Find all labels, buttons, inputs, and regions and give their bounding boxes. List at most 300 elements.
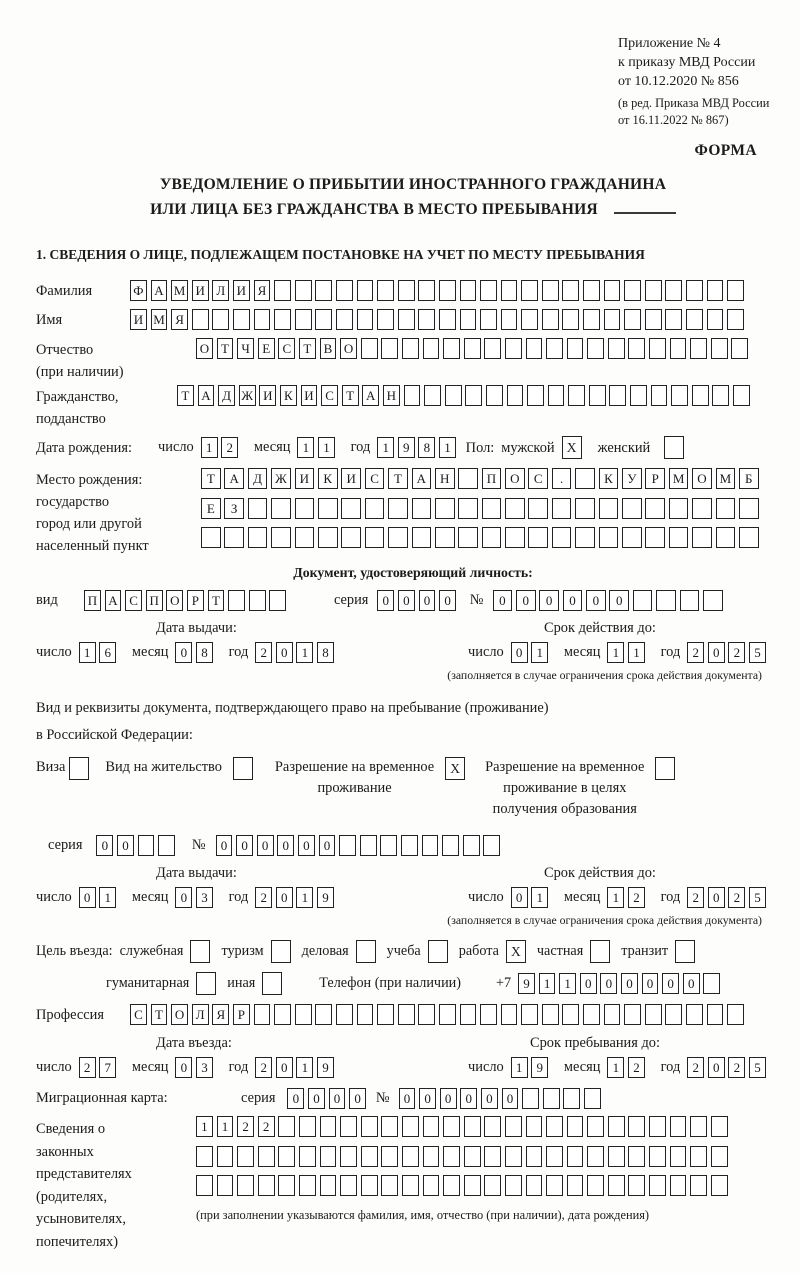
char-box[interactable] (196, 1146, 213, 1167)
char-box[interactable]: 0 (419, 590, 436, 611)
entry-month[interactable] (175, 1057, 216, 1078)
char-box[interactable]: 0 (662, 973, 679, 994)
char-box[interactable] (295, 1004, 312, 1025)
patronymic-input[interactable] (196, 338, 752, 359)
char-box[interactable] (192, 309, 209, 330)
char-box[interactable] (567, 1175, 584, 1196)
char-box[interactable] (575, 527, 595, 548)
char-box[interactable] (233, 309, 250, 330)
char-box[interactable] (361, 1146, 378, 1167)
char-box[interactable]: 2 (687, 1057, 704, 1078)
char-box[interactable] (599, 498, 619, 519)
char-box[interactable] (422, 835, 439, 856)
char-box[interactable] (624, 309, 641, 330)
char-box[interactable] (320, 1116, 337, 1137)
char-box[interactable] (690, 338, 707, 359)
char-box[interactable] (716, 527, 736, 548)
char-box[interactable] (278, 1175, 295, 1196)
char-box[interactable] (707, 280, 724, 301)
char-box[interactable] (381, 1146, 398, 1167)
temp-residence-checkbox[interactable]: X (445, 757, 465, 780)
birth-month-input[interactable] (297, 437, 338, 458)
char-box[interactable] (501, 280, 518, 301)
char-box[interactable] (402, 1146, 419, 1167)
char-box[interactable] (628, 1175, 645, 1196)
char-box[interactable] (365, 527, 385, 548)
char-box[interactable]: 1 (201, 437, 218, 458)
char-box[interactable] (439, 1004, 456, 1025)
char-box[interactable] (465, 385, 482, 406)
char-box[interactable]: 0 (329, 1088, 346, 1109)
char-box[interactable]: О (166, 590, 183, 611)
birth-place-input-row2[interactable] (201, 498, 762, 519)
char-box[interactable]: Ж (271, 468, 291, 489)
char-box[interactable]: М (171, 280, 188, 301)
char-box[interactable]: 0 (440, 1088, 457, 1109)
char-box[interactable] (423, 338, 440, 359)
char-box[interactable] (480, 1004, 497, 1025)
char-box[interactable] (505, 1175, 522, 1196)
char-box[interactable] (138, 835, 155, 856)
char-box[interactable] (669, 498, 689, 519)
char-box[interactable]: 2 (687, 887, 704, 908)
char-box[interactable] (248, 527, 268, 548)
char-box[interactable] (690, 1146, 707, 1167)
char-box[interactable] (583, 309, 600, 330)
char-box[interactable]: 0 (580, 973, 597, 994)
char-box[interactable]: 2 (255, 642, 272, 663)
char-box[interactable]: 2 (728, 887, 745, 908)
char-box[interactable] (361, 1116, 378, 1137)
char-box[interactable] (365, 498, 385, 519)
stay-doc-issue-year[interactable] (255, 887, 337, 908)
char-box[interactable]: 3 (196, 1057, 213, 1078)
char-box[interactable]: 1 (607, 642, 624, 663)
char-box[interactable]: 1 (296, 642, 313, 663)
char-box[interactable] (439, 280, 456, 301)
char-box[interactable] (357, 309, 374, 330)
char-box[interactable] (522, 1088, 539, 1109)
char-box[interactable]: 1 (439, 437, 456, 458)
char-box[interactable]: 0 (563, 590, 583, 611)
char-box[interactable] (690, 1175, 707, 1196)
char-box[interactable]: 1 (296, 887, 313, 908)
char-box[interactable]: П (146, 590, 163, 611)
char-box[interactable] (315, 309, 332, 330)
char-box[interactable] (501, 309, 518, 330)
char-box[interactable] (604, 280, 621, 301)
char-box[interactable]: 0 (708, 642, 725, 663)
purpose-tourism-checkbox[interactable] (271, 940, 291, 963)
char-box[interactable]: Н (435, 468, 455, 489)
char-box[interactable]: П (482, 468, 502, 489)
char-box[interactable]: А (151, 280, 168, 301)
char-box[interactable] (528, 498, 548, 519)
char-box[interactable] (418, 1004, 435, 1025)
char-box[interactable]: Т (201, 468, 221, 489)
char-box[interactable]: 0 (79, 887, 96, 908)
char-box[interactable] (526, 1146, 543, 1167)
char-box[interactable] (711, 338, 728, 359)
char-box[interactable]: 0 (96, 835, 113, 856)
char-box[interactable] (237, 1175, 254, 1196)
char-box[interactable] (377, 280, 394, 301)
stay-year[interactable] (687, 1057, 769, 1078)
char-box[interactable]: 2 (79, 1057, 96, 1078)
char-box[interactable] (486, 385, 503, 406)
char-box[interactable] (630, 385, 647, 406)
char-box[interactable] (628, 338, 645, 359)
char-box[interactable] (269, 590, 286, 611)
char-box[interactable]: 0 (460, 1088, 477, 1109)
char-box[interactable] (217, 1175, 234, 1196)
char-box[interactable] (624, 1004, 641, 1025)
char-box[interactable] (548, 385, 565, 406)
char-box[interactable] (318, 498, 338, 519)
char-box[interactable] (692, 498, 712, 519)
char-box[interactable] (254, 309, 271, 330)
identity-series-input[interactable] (377, 590, 459, 611)
purpose-private-checkbox[interactable] (590, 940, 610, 963)
char-box[interactable] (587, 1175, 604, 1196)
char-box[interactable] (460, 280, 477, 301)
birth-place-input-row1[interactable] (201, 468, 762, 489)
char-box[interactable]: А (412, 468, 432, 489)
char-box[interactable]: 3 (196, 887, 213, 908)
char-box[interactable] (357, 1004, 374, 1025)
char-box[interactable] (665, 280, 682, 301)
char-box[interactable] (665, 1004, 682, 1025)
char-box[interactable] (320, 1175, 337, 1196)
char-box[interactable] (271, 498, 291, 519)
char-box[interactable] (575, 468, 595, 489)
char-box[interactable]: Я (171, 309, 188, 330)
char-box[interactable] (398, 1004, 415, 1025)
char-box[interactable]: 2 (237, 1116, 254, 1137)
char-box[interactable] (645, 527, 665, 548)
char-box[interactable] (552, 527, 572, 548)
char-box[interactable]: И (341, 468, 361, 489)
identity-expiry-day[interactable] (511, 642, 552, 663)
char-box[interactable] (315, 280, 332, 301)
char-box[interactable] (599, 527, 619, 548)
purpose-business-checkbox[interactable] (356, 940, 376, 963)
purpose-study-checkbox[interactable] (428, 940, 448, 963)
char-box[interactable] (483, 835, 500, 856)
char-box[interactable] (460, 309, 477, 330)
char-box[interactable]: 1 (296, 1057, 313, 1078)
birth-day-input[interactable] (201, 437, 242, 458)
char-box[interactable] (435, 527, 455, 548)
birth-place-input-row3[interactable] (201, 527, 762, 548)
char-box[interactable]: 9 (317, 887, 334, 908)
char-box[interactable]: 0 (216, 835, 233, 856)
char-box[interactable]: 0 (236, 835, 253, 856)
char-box[interactable] (212, 309, 229, 330)
char-box[interactable] (423, 1146, 440, 1167)
char-box[interactable]: 0 (621, 973, 638, 994)
char-box[interactable] (381, 1175, 398, 1196)
stay-doc-series-input[interactable] (96, 835, 178, 856)
char-box[interactable]: А (198, 385, 215, 406)
char-box[interactable] (224, 527, 244, 548)
char-box[interactable]: 1 (628, 642, 645, 663)
char-box[interactable] (716, 498, 736, 519)
char-box[interactable] (336, 1004, 353, 1025)
char-box[interactable] (670, 1116, 687, 1137)
purpose-official-checkbox[interactable] (190, 940, 210, 963)
char-box[interactable] (521, 309, 538, 330)
char-box[interactable]: М (716, 468, 736, 489)
char-box[interactable]: 0 (586, 590, 606, 611)
char-box[interactable] (727, 1004, 744, 1025)
char-box[interactable] (271, 527, 291, 548)
char-box[interactable]: Я (254, 280, 271, 301)
char-box[interactable]: И (233, 280, 250, 301)
char-box[interactable] (423, 1175, 440, 1196)
char-box[interactable]: И (259, 385, 276, 406)
char-box[interactable]: 1 (79, 642, 96, 663)
char-box[interactable] (336, 280, 353, 301)
char-box[interactable] (339, 835, 356, 856)
migration-number-input[interactable] (399, 1088, 605, 1109)
char-box[interactable]: 0 (175, 887, 192, 908)
citizenship-input[interactable] (177, 385, 754, 406)
char-box[interactable]: 0 (600, 973, 617, 994)
char-box[interactable] (295, 527, 315, 548)
char-box[interactable] (340, 1116, 357, 1137)
char-box[interactable] (501, 1004, 518, 1025)
profession-input[interactable] (130, 1004, 748, 1025)
stay-doc-expiry-month[interactable] (607, 887, 648, 908)
char-box[interactable] (361, 338, 378, 359)
char-box[interactable] (587, 338, 604, 359)
char-box[interactable]: П (84, 590, 101, 611)
char-box[interactable] (546, 1116, 563, 1137)
char-box[interactable]: Л (212, 280, 229, 301)
char-box[interactable] (340, 1146, 357, 1167)
char-box[interactable]: 0 (516, 590, 536, 611)
char-box[interactable] (656, 590, 676, 611)
male-checkbox[interactable]: X (562, 436, 582, 459)
char-box[interactable] (528, 527, 548, 548)
char-box[interactable]: 0 (277, 835, 294, 856)
char-box[interactable] (671, 385, 688, 406)
char-box[interactable]: 0 (642, 973, 659, 994)
char-box[interactable] (526, 1175, 543, 1196)
char-box[interactable]: 0 (377, 590, 394, 611)
char-box[interactable] (670, 338, 687, 359)
char-box[interactable]: И (130, 309, 147, 330)
char-box[interactable] (484, 338, 501, 359)
birth-year-input[interactable] (377, 437, 459, 458)
char-box[interactable] (278, 1116, 295, 1137)
char-box[interactable]: Е (258, 338, 275, 359)
char-box[interactable] (295, 309, 312, 330)
char-box[interactable]: К (599, 468, 619, 489)
char-box[interactable] (443, 1116, 460, 1137)
char-box[interactable] (412, 527, 432, 548)
char-box[interactable]: 0 (481, 1088, 498, 1109)
char-box[interactable] (526, 1116, 543, 1137)
char-box[interactable] (670, 1175, 687, 1196)
char-box[interactable]: О (505, 468, 525, 489)
char-box[interactable] (380, 835, 397, 856)
char-box[interactable] (341, 527, 361, 548)
char-box[interactable]: С (125, 590, 142, 611)
char-box[interactable]: 1 (377, 437, 394, 458)
char-box[interactable] (707, 1004, 724, 1025)
char-box[interactable]: О (196, 338, 213, 359)
char-box[interactable] (340, 1175, 357, 1196)
char-box[interactable]: Т (299, 338, 316, 359)
char-box[interactable]: 0 (276, 642, 293, 663)
char-box[interactable] (733, 385, 750, 406)
char-box[interactable]: К (318, 468, 338, 489)
char-box[interactable] (381, 338, 398, 359)
char-box[interactable] (249, 590, 266, 611)
char-box[interactable] (458, 527, 478, 548)
char-box[interactable] (686, 309, 703, 330)
char-box[interactable]: А (105, 590, 122, 611)
char-box[interactable]: 1 (559, 973, 576, 994)
char-box[interactable] (568, 385, 585, 406)
char-box[interactable]: 0 (319, 835, 336, 856)
char-box[interactable] (463, 835, 480, 856)
char-box[interactable] (404, 385, 421, 406)
char-box[interactable]: 0 (399, 1088, 416, 1109)
stay-month[interactable] (607, 1057, 648, 1078)
char-box[interactable] (258, 1146, 275, 1167)
char-box[interactable] (482, 527, 502, 548)
char-box[interactable] (318, 527, 338, 548)
char-box[interactable] (649, 1116, 666, 1137)
identity-expiry-month[interactable] (607, 642, 648, 663)
char-box[interactable]: Л (192, 1004, 209, 1025)
purpose-transit-checkbox[interactable] (675, 940, 695, 963)
char-box[interactable] (711, 1175, 728, 1196)
char-box[interactable] (388, 498, 408, 519)
char-box[interactable] (412, 498, 432, 519)
char-box[interactable] (608, 1146, 625, 1167)
char-box[interactable]: Т (388, 468, 408, 489)
char-box[interactable] (278, 1146, 295, 1167)
char-box[interactable] (670, 1146, 687, 1167)
char-box[interactable]: 0 (276, 887, 293, 908)
char-box[interactable] (274, 1004, 291, 1025)
char-box[interactable] (542, 1004, 559, 1025)
char-box[interactable] (622, 527, 642, 548)
char-box[interactable] (402, 1116, 419, 1137)
char-box[interactable] (464, 338, 481, 359)
char-box[interactable]: 0 (308, 1088, 325, 1109)
representatives-input-row1[interactable] (196, 1116, 731, 1137)
char-box[interactable] (703, 973, 720, 994)
phone-input[interactable] (518, 973, 724, 994)
char-box[interactable] (552, 498, 572, 519)
char-box[interactable] (464, 1175, 481, 1196)
representatives-input-row3[interactable] (196, 1175, 731, 1196)
char-box[interactable]: С (278, 338, 295, 359)
char-box[interactable] (542, 309, 559, 330)
char-box[interactable]: 0 (609, 590, 629, 611)
char-box[interactable] (464, 1116, 481, 1137)
char-box[interactable] (274, 309, 291, 330)
char-box[interactable]: Т (217, 338, 234, 359)
char-box[interactable]: Я (212, 1004, 229, 1025)
char-box[interactable]: . (552, 468, 572, 489)
female-checkbox[interactable] (664, 436, 684, 459)
char-box[interactable] (402, 338, 419, 359)
char-box[interactable]: С (528, 468, 548, 489)
char-box[interactable]: С (321, 385, 338, 406)
char-box[interactable] (651, 385, 668, 406)
char-box[interactable] (665, 309, 682, 330)
char-box[interactable]: 5 (749, 642, 766, 663)
char-box[interactable] (633, 590, 653, 611)
char-box[interactable] (418, 280, 435, 301)
char-box[interactable]: К (280, 385, 297, 406)
char-box[interactable] (680, 590, 700, 611)
residence-permit-checkbox[interactable] (233, 757, 253, 780)
char-box[interactable] (649, 1175, 666, 1196)
char-box[interactable] (562, 309, 579, 330)
char-box[interactable]: 0 (439, 590, 456, 611)
stay-doc-issue-day[interactable] (79, 887, 120, 908)
char-box[interactable] (624, 280, 641, 301)
char-box[interactable] (521, 1004, 538, 1025)
char-box[interactable] (608, 1175, 625, 1196)
char-box[interactable] (381, 1116, 398, 1137)
char-box[interactable] (443, 1146, 460, 1167)
char-box[interactable] (360, 835, 377, 856)
char-box[interactable]: О (171, 1004, 188, 1025)
char-box[interactable]: 0 (708, 1057, 725, 1078)
char-box[interactable]: Т (177, 385, 194, 406)
char-box[interactable]: И (301, 385, 318, 406)
char-box[interactable] (645, 498, 665, 519)
char-box[interactable]: 1 (607, 1057, 624, 1078)
char-box[interactable] (480, 280, 497, 301)
char-box[interactable]: Ж (239, 385, 256, 406)
char-box[interactable]: 0 (539, 590, 559, 611)
char-box[interactable] (628, 1146, 645, 1167)
char-box[interactable] (258, 1175, 275, 1196)
char-box[interactable] (418, 309, 435, 330)
char-box[interactable]: 1 (217, 1116, 234, 1137)
char-box[interactable] (587, 1146, 604, 1167)
char-box[interactable] (505, 1116, 522, 1137)
char-box[interactable]: Д (218, 385, 235, 406)
char-box[interactable] (703, 590, 723, 611)
char-box[interactable]: Т (342, 385, 359, 406)
char-box[interactable] (480, 309, 497, 330)
char-box[interactable]: 0 (502, 1088, 519, 1109)
char-box[interactable]: 1 (531, 642, 548, 663)
char-box[interactable]: 1 (539, 973, 556, 994)
char-box[interactable]: М (669, 468, 689, 489)
char-box[interactable] (542, 280, 559, 301)
identity-issue-month[interactable] (175, 642, 216, 663)
char-box[interactable]: 9 (518, 973, 535, 994)
char-box[interactable] (649, 1146, 666, 1167)
char-box[interactable]: 0 (708, 887, 725, 908)
char-box[interactable] (443, 338, 460, 359)
char-box[interactable]: 2 (255, 887, 272, 908)
char-box[interactable] (686, 1004, 703, 1025)
migration-series-input[interactable] (287, 1088, 369, 1109)
char-box[interactable]: 0 (276, 1057, 293, 1078)
